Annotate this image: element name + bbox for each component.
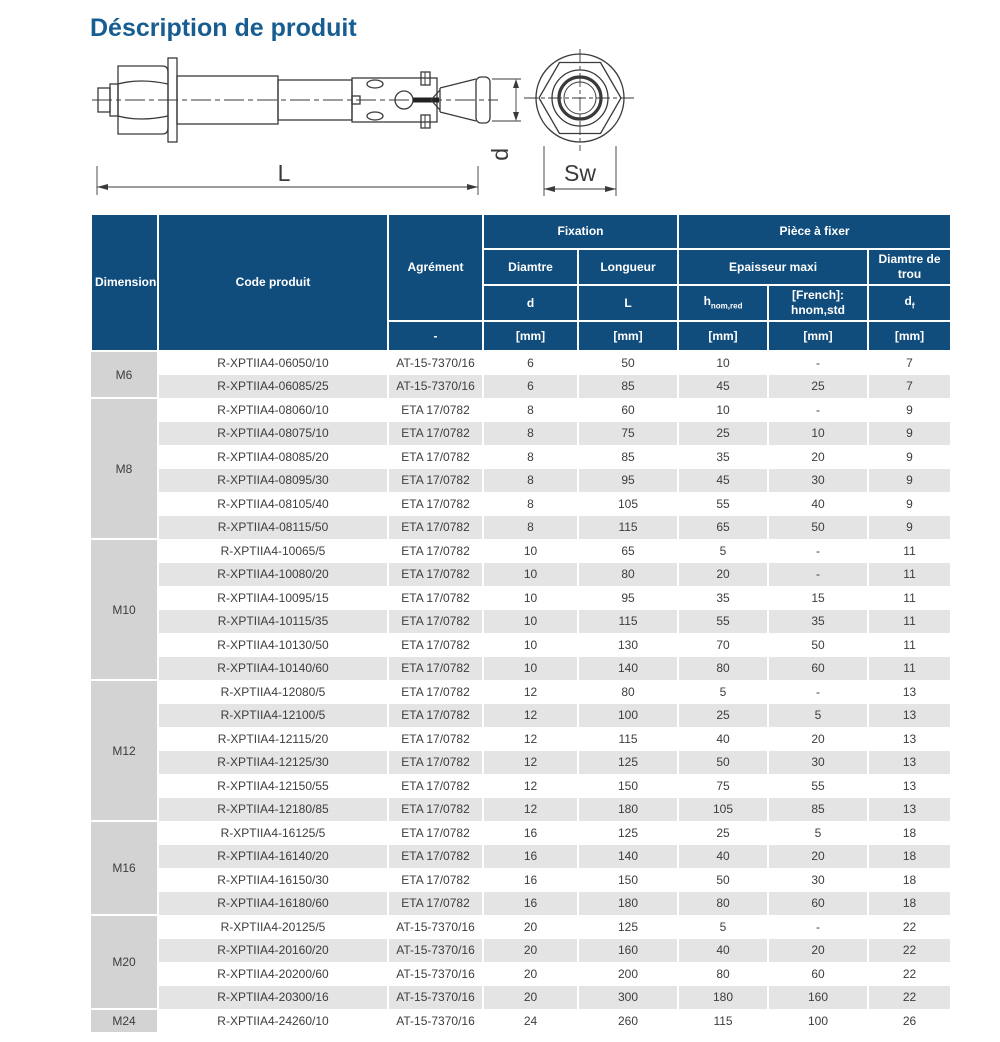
table-row xyxy=(91,751,951,775)
cell-code: R-XPTIIA4-06085/25 xyxy=(158,375,388,399)
cell-agrement: ETA 17/0782 xyxy=(388,727,483,751)
cell-L: 125 xyxy=(578,751,678,775)
cell-d: 16 xyxy=(483,892,578,916)
cell-L: 160 xyxy=(578,939,678,963)
product-drawing xyxy=(88,48,648,210)
cell-agrement: ETA 17/0782 xyxy=(388,892,483,916)
cell-L: 50 xyxy=(578,351,678,375)
header-diametre-trou: Diamtre de trou xyxy=(868,249,951,285)
table-row xyxy=(91,798,951,822)
cell-agrement: ETA 17/0782 xyxy=(388,492,483,516)
cell-L: 125 xyxy=(578,821,678,845)
cell-d: 12 xyxy=(483,680,578,704)
header-symbol-L: L xyxy=(578,285,678,321)
table-row xyxy=(91,469,951,493)
cell-d_f: 11 xyxy=(868,610,951,634)
cell-h_nom_red: 5 xyxy=(678,680,768,704)
cell-h_nom_red: 50 xyxy=(678,868,768,892)
cell-agrement: ETA 17/0782 xyxy=(388,563,483,587)
table-row xyxy=(91,915,951,939)
table-header xyxy=(91,214,951,351)
cell-d: 10 xyxy=(483,563,578,587)
table-row xyxy=(91,962,951,986)
cell-h_nom_std: 5 xyxy=(768,821,868,845)
table-row xyxy=(91,422,951,446)
cell-code: R-XPTIIA4-10095/15 xyxy=(158,586,388,610)
unit-agrement: - xyxy=(388,321,483,351)
cell-L: 180 xyxy=(578,892,678,916)
cell-h_nom_red: 180 xyxy=(678,986,768,1010)
cell-agrement: ETA 17/0782 xyxy=(388,633,483,657)
table-row xyxy=(91,351,951,375)
table-row xyxy=(91,774,951,798)
cell-L: 260 xyxy=(578,1009,678,1033)
cell-h_nom_red: 80 xyxy=(678,892,768,916)
header-symbol-hnomstd: [French]: hnom,std xyxy=(768,285,868,321)
cell-L: 95 xyxy=(578,586,678,610)
cell-L: 180 xyxy=(578,798,678,822)
cell-h_nom_std: 10 xyxy=(768,422,868,446)
cell-h_nom_std: 30 xyxy=(768,868,868,892)
cell-dimension: M20 xyxy=(91,915,158,1009)
cell-h_nom_red: 25 xyxy=(678,821,768,845)
cell-h_nom_red: 35 xyxy=(678,445,768,469)
cell-L: 95 xyxy=(578,469,678,493)
cell-agrement: ETA 17/0782 xyxy=(388,868,483,892)
cell-d: 20 xyxy=(483,986,578,1010)
cell-code: R-XPTIIA4-16180/60 xyxy=(158,892,388,916)
cell-d: 6 xyxy=(483,351,578,375)
cell-code: R-XPTIIA4-08105/40 xyxy=(158,492,388,516)
page-title: Déscription de produit xyxy=(90,14,357,42)
table-row xyxy=(91,892,951,916)
cell-d_f: 11 xyxy=(868,633,951,657)
cell-d_f: 9 xyxy=(868,445,951,469)
cell-h_nom_red: 10 xyxy=(678,398,768,422)
cell-d_f: 26 xyxy=(868,1009,951,1033)
cell-d_f: 13 xyxy=(868,680,951,704)
cell-h_nom_red: 115 xyxy=(678,1009,768,1033)
unit-hnomstd: [mm] xyxy=(768,321,868,351)
cell-code: R-XPTIIA4-16125/5 xyxy=(158,821,388,845)
cell-h_nom_red: 40 xyxy=(678,727,768,751)
cell-L: 150 xyxy=(578,774,678,798)
cell-agrement: ETA 17/0782 xyxy=(388,845,483,869)
cell-h_nom_red: 45 xyxy=(678,375,768,399)
cell-code: R-XPTIIA4-20160/20 xyxy=(158,939,388,963)
table-row xyxy=(91,375,951,399)
cell-code: R-XPTIIA4-12080/5 xyxy=(158,680,388,704)
cell-agrement: ETA 17/0782 xyxy=(388,751,483,775)
cell-h_nom_std: 20 xyxy=(768,445,868,469)
cell-agrement: ETA 17/0782 xyxy=(388,398,483,422)
cell-code: R-XPTIIA4-16150/30 xyxy=(158,868,388,892)
cell-L: 80 xyxy=(578,680,678,704)
cell-L: 85 xyxy=(578,445,678,469)
cell-h_nom_std: - xyxy=(768,563,868,587)
table-row xyxy=(91,680,951,704)
cell-h_nom_std: - xyxy=(768,539,868,563)
header-symbol-df: $d_f$ xyxy=(868,285,951,321)
cell-d: 10 xyxy=(483,633,578,657)
cell-L: 140 xyxy=(578,845,678,869)
header-epaisseur-maxi: Epaisseur maxi xyxy=(678,249,868,285)
cell-d: 20 xyxy=(483,915,578,939)
cell-L: 150 xyxy=(578,868,678,892)
table-row xyxy=(91,868,951,892)
cell-h_nom_std: 5 xyxy=(768,704,868,728)
cell-d_f: 18 xyxy=(868,821,951,845)
cell-d_f: 22 xyxy=(868,939,951,963)
cell-agrement: ETA 17/0782 xyxy=(388,680,483,704)
table-row xyxy=(91,398,951,422)
cell-d_f: 9 xyxy=(868,516,951,540)
cell-d_f: 18 xyxy=(868,868,951,892)
cell-h_nom_std: - xyxy=(768,351,868,375)
cell-L: 125 xyxy=(578,915,678,939)
cell-code: R-XPTIIA4-08085/20 xyxy=(158,445,388,469)
table-row xyxy=(91,445,951,469)
cell-d_f: 9 xyxy=(868,422,951,446)
cell-d: 8 xyxy=(483,422,578,446)
cell-agrement: AT-15-7370/16 xyxy=(388,915,483,939)
cell-d_f: 7 xyxy=(868,375,951,399)
table-row xyxy=(91,610,951,634)
cell-h_nom_red: 5 xyxy=(678,539,768,563)
cell-h_nom_red: 55 xyxy=(678,610,768,634)
cell-h_nom_red: 70 xyxy=(678,633,768,657)
cell-code: R-XPTIIA4-16140/20 xyxy=(158,845,388,869)
cell-code: R-XPTIIA4-20300/16 xyxy=(158,986,388,1010)
cell-h_nom_red: 35 xyxy=(678,586,768,610)
cell-h_nom_std: 20 xyxy=(768,727,868,751)
cell-agrement: ETA 17/0782 xyxy=(388,516,483,540)
cell-L: 80 xyxy=(578,563,678,587)
header-piece-a-fixer: Pièce à fixer xyxy=(678,214,951,249)
header-agrement: Agrément xyxy=(388,214,483,321)
cell-d: 12 xyxy=(483,751,578,775)
cell-code: R-XPTIIA4-10130/50 xyxy=(158,633,388,657)
header-code-produit: Code produit xyxy=(158,214,388,351)
cell-h_nom_std: 30 xyxy=(768,469,868,493)
cell-d_f: 18 xyxy=(868,845,951,869)
cell-agrement: ETA 17/0782 xyxy=(388,445,483,469)
cell-code: R-XPTIIA4-08060/10 xyxy=(158,398,388,422)
cell-d: 20 xyxy=(483,939,578,963)
cell-L: 115 xyxy=(578,516,678,540)
cell-h_nom_red: 40 xyxy=(678,845,768,869)
table-row xyxy=(91,563,951,587)
cell-h_nom_red: 65 xyxy=(678,516,768,540)
cell-h_nom_std: 35 xyxy=(768,610,868,634)
cell-d_f: 9 xyxy=(868,398,951,422)
cell-h_nom_red: 45 xyxy=(678,469,768,493)
cell-d_f: 9 xyxy=(868,492,951,516)
cell-L: 300 xyxy=(578,986,678,1010)
table-row xyxy=(91,586,951,610)
cell-h_nom_std: 50 xyxy=(768,633,868,657)
cell-dimension: M6 xyxy=(91,351,158,398)
cell-d_f: 22 xyxy=(868,986,951,1010)
cell-L: 60 xyxy=(578,398,678,422)
cell-agrement: ETA 17/0782 xyxy=(388,422,483,446)
cell-d: 16 xyxy=(483,845,578,869)
diameter-label: d xyxy=(487,148,513,161)
cell-dimension: M8 xyxy=(91,398,158,539)
cell-d_f: 11 xyxy=(868,563,951,587)
cell-d: 8 xyxy=(483,398,578,422)
cell-code: R-XPTIIA4-06050/10 xyxy=(158,351,388,375)
cell-d: 12 xyxy=(483,798,578,822)
cell-d_f: 22 xyxy=(868,915,951,939)
cell-h_nom_red: 55 xyxy=(678,492,768,516)
cell-d: 16 xyxy=(483,821,578,845)
cell-L: 140 xyxy=(578,657,678,681)
cell-d: 12 xyxy=(483,774,578,798)
cell-code: R-XPTIIA4-20125/5 xyxy=(158,915,388,939)
cell-h_nom_red: 10 xyxy=(678,351,768,375)
cell-d: 24 xyxy=(483,1009,578,1033)
cell-agrement: ETA 17/0782 xyxy=(388,657,483,681)
cell-h_nom_red: 75 xyxy=(678,774,768,798)
cell-code: R-XPTIIA4-10115/35 xyxy=(158,610,388,634)
cell-L: 75 xyxy=(578,422,678,446)
cell-L: 130 xyxy=(578,633,678,657)
cell-h_nom_std: 160 xyxy=(768,986,868,1010)
cell-d: 10 xyxy=(483,610,578,634)
cell-h_nom_std: 40 xyxy=(768,492,868,516)
cell-h_nom_red: 80 xyxy=(678,962,768,986)
cell-agrement: AT-15-7370/16 xyxy=(388,375,483,399)
cell-agrement: AT-15-7370/16 xyxy=(388,986,483,1010)
cell-code: R-XPTIIA4-12150/55 xyxy=(158,774,388,798)
cell-code: R-XPTIIA4-08115/50 xyxy=(158,516,388,540)
header-longueur: Longueur xyxy=(578,249,678,285)
cell-h_nom_std: 20 xyxy=(768,845,868,869)
cell-d: 8 xyxy=(483,469,578,493)
cell-d: 10 xyxy=(483,539,578,563)
cell-h_nom_red: 40 xyxy=(678,939,768,963)
cell-d: 16 xyxy=(483,868,578,892)
cell-code: R-XPTIIA4-20200/60 xyxy=(158,962,388,986)
cell-h_nom_std: 85 xyxy=(768,798,868,822)
cell-h_nom_red: 105 xyxy=(678,798,768,822)
cell-code: R-XPTIIA4-10065/5 xyxy=(158,539,388,563)
unit-df: [mm] xyxy=(868,321,951,351)
header-fixation: Fixation xyxy=(483,214,678,249)
cell-h_nom_red: 25 xyxy=(678,704,768,728)
unit-hnomred: [mm] xyxy=(678,321,768,351)
cell-h_nom_red: 5 xyxy=(678,915,768,939)
cell-d_f: 9 xyxy=(868,469,951,493)
unit-L: [mm] xyxy=(578,321,678,351)
header-symbol-d: d xyxy=(483,285,578,321)
cell-d_f: 13 xyxy=(868,798,951,822)
cell-d: 8 xyxy=(483,516,578,540)
cell-agrement: ETA 17/0782 xyxy=(388,586,483,610)
cell-d_f: 13 xyxy=(868,727,951,751)
cell-dimension: M24 xyxy=(91,1009,158,1033)
cell-L: 200 xyxy=(578,962,678,986)
cell-h_nom_std: 100 xyxy=(768,1009,868,1033)
cell-agrement: ETA 17/0782 xyxy=(388,798,483,822)
cell-h_nom_std: 60 xyxy=(768,657,868,681)
cell-d: 12 xyxy=(483,727,578,751)
cell-L: 105 xyxy=(578,492,678,516)
cell-L: 115 xyxy=(578,727,678,751)
table-row xyxy=(91,516,951,540)
table-row xyxy=(91,492,951,516)
cell-h_nom_std: - xyxy=(768,398,868,422)
cell-d_f: 13 xyxy=(868,751,951,775)
header-dimension: Dimension xyxy=(91,214,158,351)
cell-h_nom_std: 15 xyxy=(768,586,868,610)
cell-L: 65 xyxy=(578,539,678,563)
cell-h_nom_std: 20 xyxy=(768,939,868,963)
cell-d_f: 18 xyxy=(868,892,951,916)
cell-d: 6 xyxy=(483,375,578,399)
cell-d: 10 xyxy=(483,586,578,610)
cell-agrement: ETA 17/0782 xyxy=(388,704,483,728)
cell-L: 100 xyxy=(578,704,678,728)
cell-h_nom_std: - xyxy=(768,915,868,939)
cell-dimension: M16 xyxy=(91,821,158,915)
table-row xyxy=(91,939,951,963)
table-row xyxy=(91,657,951,681)
cell-dimension: M12 xyxy=(91,680,158,821)
table-row xyxy=(91,704,951,728)
cell-d_f: 7 xyxy=(868,351,951,375)
cell-agrement: AT-15-7370/16 xyxy=(388,1009,483,1033)
cell-L: 85 xyxy=(578,375,678,399)
table-row xyxy=(91,1009,951,1033)
cell-h_nom_std: - xyxy=(768,680,868,704)
cell-code: R-XPTIIA4-12180/85 xyxy=(158,798,388,822)
cell-d_f: 13 xyxy=(868,774,951,798)
length-label: L xyxy=(277,160,291,186)
header-diametre: Diamtre xyxy=(483,249,578,285)
cell-d: 8 xyxy=(483,492,578,516)
cell-code: R-XPTIIA4-12115/20 xyxy=(158,727,388,751)
cell-d: 20 xyxy=(483,962,578,986)
table-row xyxy=(91,845,951,869)
cell-agrement: ETA 17/0782 xyxy=(388,774,483,798)
cell-h_nom_std: 60 xyxy=(768,892,868,916)
cell-L: 115 xyxy=(578,610,678,634)
cell-h_nom_std: 60 xyxy=(768,962,868,986)
cell-agrement: AT-15-7370/16 xyxy=(388,939,483,963)
cell-agrement: ETA 17/0782 xyxy=(388,610,483,634)
cell-d: 10 xyxy=(483,657,578,681)
cell-code: R-XPTIIA4-08075/10 xyxy=(158,422,388,446)
cell-code: R-XPTIIA4-10140/60 xyxy=(158,657,388,681)
cell-agrement: AT-15-7370/16 xyxy=(388,962,483,986)
product-spec-table xyxy=(90,213,952,1034)
cell-h_nom_red: 20 xyxy=(678,563,768,587)
cell-h_nom_std: 25 xyxy=(768,375,868,399)
cell-code: R-XPTIIA4-24260/10 xyxy=(158,1009,388,1033)
cell-h_nom_red: 25 xyxy=(678,422,768,446)
cell-code: R-XPTIIA4-12125/30 xyxy=(158,751,388,775)
cell-agrement: ETA 17/0782 xyxy=(388,469,483,493)
table-row xyxy=(91,727,951,751)
cell-d: 12 xyxy=(483,704,578,728)
cell-code: R-XPTIIA4-08095/30 xyxy=(158,469,388,493)
cell-h_nom_std: 50 xyxy=(768,516,868,540)
table-row xyxy=(91,633,951,657)
cell-agrement: ETA 17/0782 xyxy=(388,539,483,563)
cell-h_nom_red: 80 xyxy=(678,657,768,681)
wrench-size-label: Sw xyxy=(564,160,596,186)
cell-dimension: M10 xyxy=(91,539,158,680)
cell-d_f: 22 xyxy=(868,962,951,986)
cell-code: R-XPTIIA4-10080/20 xyxy=(158,563,388,587)
cell-agrement: AT-15-7370/16 xyxy=(388,351,483,375)
table-body xyxy=(91,351,951,1033)
cell-h_nom_std: 55 xyxy=(768,774,868,798)
cell-h_nom_red: 50 xyxy=(678,751,768,775)
cell-agrement: ETA 17/0782 xyxy=(388,821,483,845)
table-row xyxy=(91,539,951,563)
cell-d_f: 11 xyxy=(868,657,951,681)
header-symbol-hnomred: $h_{nom,red}$ xyxy=(678,285,768,321)
table-row xyxy=(91,821,951,845)
unit-d: [mm] xyxy=(483,321,578,351)
cell-d: 8 xyxy=(483,445,578,469)
cell-code: R-XPTIIA4-12100/5 xyxy=(158,704,388,728)
cell-d_f: 11 xyxy=(868,539,951,563)
table-row xyxy=(91,986,951,1010)
cell-d_f: 13 xyxy=(868,704,951,728)
cell-d_f: 11 xyxy=(868,586,951,610)
cell-h_nom_std: 30 xyxy=(768,751,868,775)
